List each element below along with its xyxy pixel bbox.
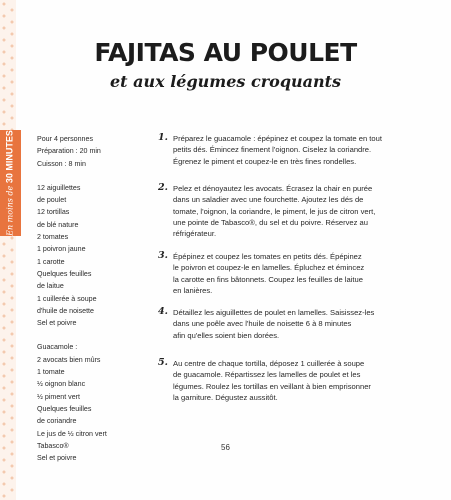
step-number: 5. bbox=[158, 357, 168, 368]
step-number: 3. bbox=[158, 250, 168, 261]
step-4 bbox=[158, 307, 374, 341]
step-text-line: légumes. Roulez les tortillas en veillant à bien emprisonner bbox=[173, 381, 371, 391]
recipe-subtitle: et aux légumes croquants bbox=[109, 72, 342, 91]
ingredient-line: 1 carotte bbox=[37, 257, 65, 266]
ingredient-line: Tabasco® bbox=[37, 441, 69, 450]
ingredient-line: de coriandre bbox=[37, 417, 77, 426]
step-text-line: Au centre de chaque tortilla, déposez 1 cuillerée à soupe bbox=[173, 359, 365, 368]
ingredient-line: de laitue bbox=[37, 282, 64, 291]
ingredient-line: ½ oignon blanc bbox=[37, 380, 86, 389]
ingredient-line: de poulet bbox=[37, 196, 67, 205]
step-number: 4. bbox=[158, 306, 168, 317]
step-text-line: une pointe de Tabasco®, du sel et du poivre. Réservez au bbox=[173, 217, 369, 227]
step-text-line: Pelez et dénoyautez les avocats. Écrasez la chair en purée bbox=[173, 184, 373, 193]
step-text-line: Préparez le guacamole : épépinez et coupez la tomate en tout bbox=[173, 134, 382, 143]
ingredient-line: Guacamole : bbox=[37, 343, 78, 352]
recipe-title: FAJITAS AU POULET bbox=[94, 38, 357, 67]
ingredient-line: 12 tortillas bbox=[37, 208, 70, 217]
ingredient-line: ½ piment vert bbox=[37, 392, 80, 401]
step-text-line: Égrenez le piment et coupez-le en très fines rondelles. bbox=[173, 156, 357, 166]
page-number: 56 bbox=[221, 443, 230, 452]
ingredients-list bbox=[37, 133, 147, 464]
ingredient-line: 12 aiguillettes bbox=[37, 183, 81, 192]
ingredient-line: de blé nature bbox=[37, 220, 79, 229]
side-tab-label bbox=[6, 130, 15, 236]
step-text-line: la carotte en fins bâtonnets. Coupez les feuilles de laitue bbox=[173, 274, 363, 284]
step-text-line: afin qu'elles soient bien dorées. bbox=[173, 330, 280, 340]
side-tab-line1: En moins de bbox=[5, 185, 15, 236]
step-number: 2. bbox=[158, 182, 168, 193]
ingredient-line: 1 cuillerée à soupe bbox=[37, 294, 97, 303]
ingredient-line: Sel et poivre bbox=[37, 319, 77, 328]
ingredient-line: d'huile de noisette bbox=[37, 306, 94, 315]
step-5 bbox=[158, 358, 371, 403]
ingredients-spacer bbox=[37, 329, 147, 341]
step-text-line: petits dés. Émincez finement l'oignon. Ciselez la coriandre. bbox=[173, 145, 372, 155]
ingredient-line: Cuisson : 8 min bbox=[37, 159, 86, 168]
step-text-line: Détaillez les aiguillettes de poulet en lamelles. Saisissez-les bbox=[173, 308, 375, 317]
step-text-line: Épépinez et coupez les tomates en petits dés. Épépinez bbox=[173, 252, 362, 261]
ingredient-line: 2 tomates bbox=[37, 233, 69, 242]
ingredient-line: Quelques feuilles bbox=[37, 404, 92, 413]
ingredients-spacer bbox=[37, 170, 147, 182]
step-text-line: de guacamole. Répartissez les lamelles de poulet et les bbox=[173, 370, 361, 380]
step-text-line: la garniture. Dégustez aussitôt. bbox=[173, 392, 278, 402]
side-tab-line2: 30 MINUTES bbox=[4, 130, 15, 184]
ingredient-line: Préparation : 20 min bbox=[37, 147, 101, 156]
ingredient-line: Le jus de ½ citron vert bbox=[37, 429, 107, 438]
step-text-line: dans une poêle avec l'huile de noisette 6 à 8 minutes bbox=[173, 319, 352, 329]
step-3 bbox=[158, 251, 364, 296]
step-2 bbox=[158, 183, 375, 239]
ingredient-line: 1 tomate bbox=[37, 368, 65, 377]
ingredient-line: 2 avocats bien mûrs bbox=[37, 355, 101, 364]
ingredient-line: 1 poivron jaune bbox=[37, 245, 86, 254]
step-text-line: le poivron et coupez-le en lamelles. Épluchez et émincez bbox=[173, 263, 365, 273]
step-text-line: dans un saladier avec une fourchette. Ajoutez les dés de bbox=[173, 195, 364, 205]
step-1 bbox=[158, 133, 382, 167]
step-text-line: tomate, l'oignon, la coriandre, le piment, le jus de citron vert, bbox=[173, 206, 376, 216]
step-number: 1. bbox=[158, 132, 168, 143]
ingredient-line: Sel et poivre bbox=[37, 454, 77, 463]
ingredient-line: Quelques feuilles bbox=[37, 269, 92, 278]
step-text-line: en lanières. bbox=[173, 285, 213, 295]
ingredient-line: Pour 4 personnes bbox=[37, 135, 93, 143]
step-text-line: réfrigérateur. bbox=[173, 229, 217, 239]
